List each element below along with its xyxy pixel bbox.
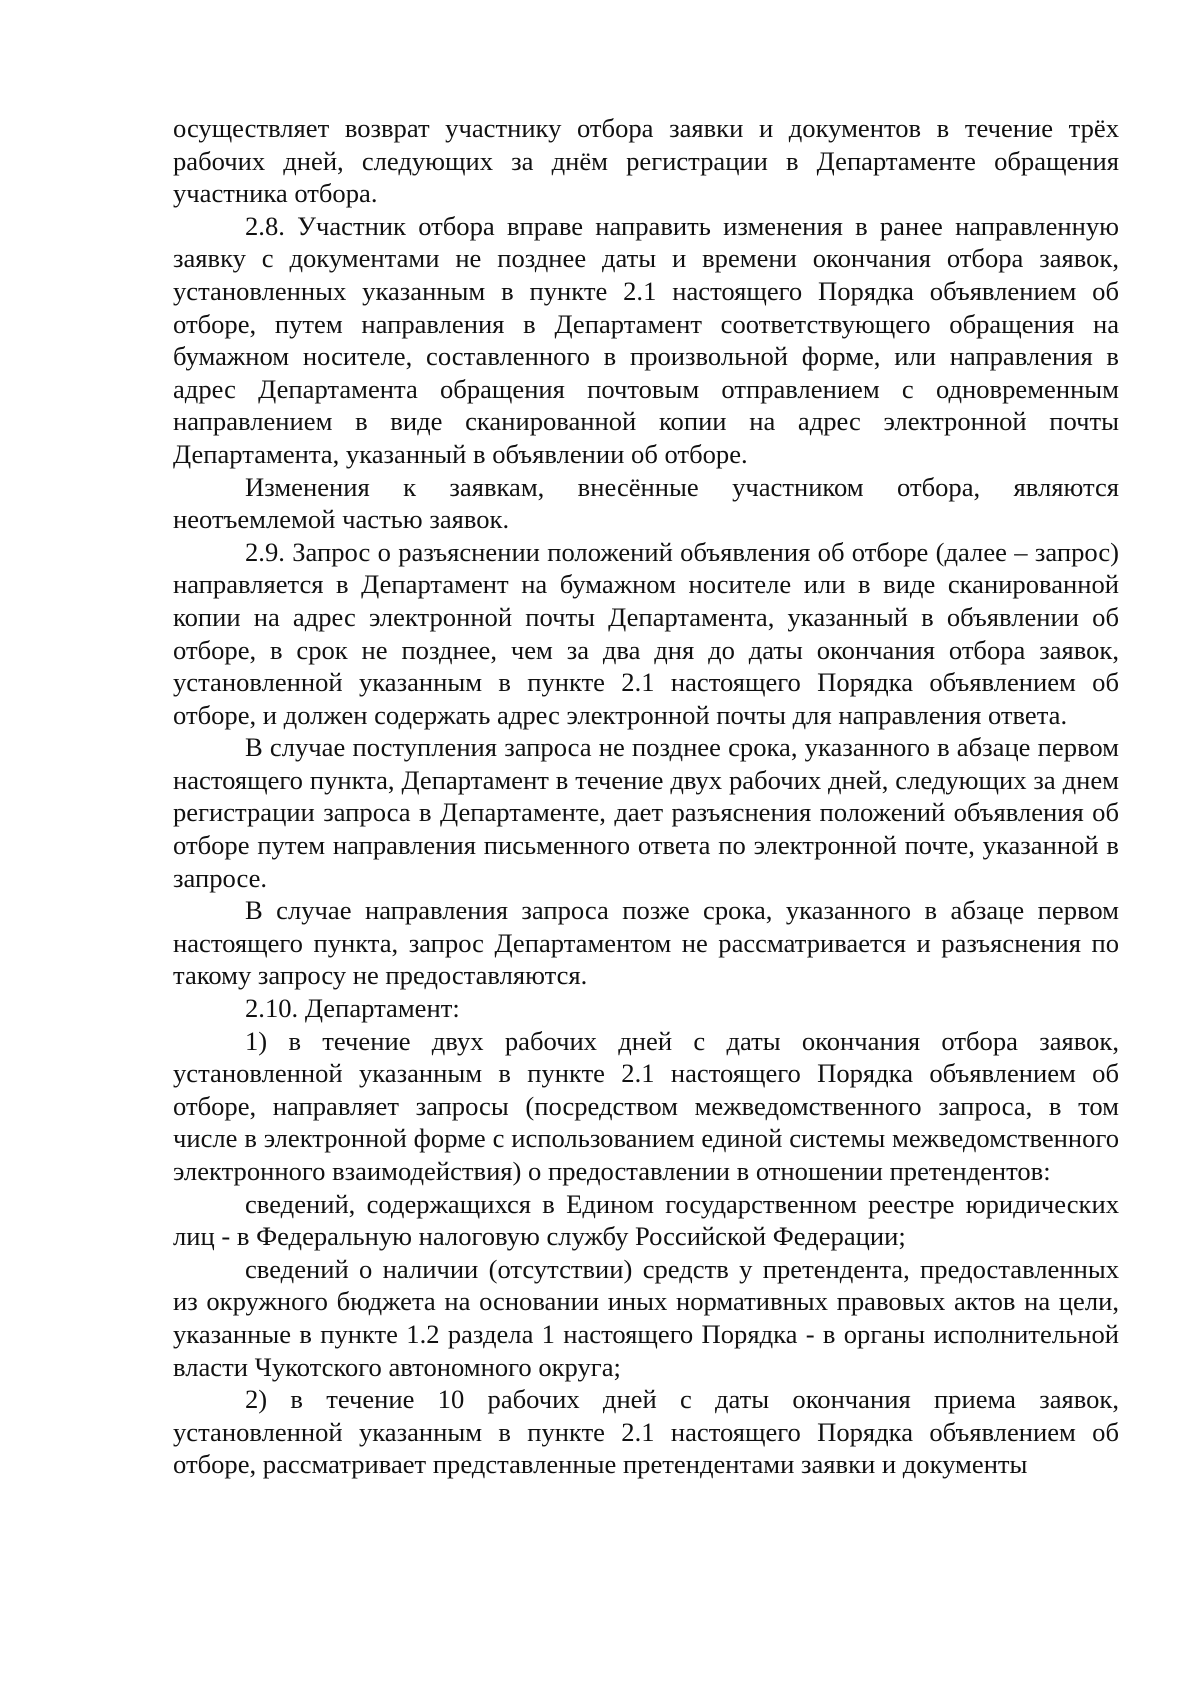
paragraph-2-9: 2.9. Запрос о разъяснении положений объявления об отборе (далее – запрос) направляется в Департамент на бумажном носителе или в виде сканированной копии на адрес электронной почты Департамента, указанный в объявлении об отборе, в срок не позднее, чем за два дня до даты окончания отбора заявок, установленной указанным в пункте 2.1 настоящего Порядка объявлением об отборе, и должен содержать адрес электронной почты для направления ответа. [173, 536, 1119, 730]
paragraph-continuation: осуществляет возврат участнику отбора заявки и документов в течение трёх рабочих дней, следующих за днём регистрации в Департаменте обращения участника отбора. [173, 113, 1119, 209]
document-body [173, 112, 1119, 1481]
paragraph-funds: сведений о наличии (отсутствии) средств у претендента, предоставленных из окружного бюджета на основании иных нормативных правовых актов на цели, указанные в пункте 1.2 раздела 1 настоящего Порядка - в органы исполнительной власти Чукотского автономного округа; [173, 1253, 1119, 1382]
paragraph-item-1: 1) в течение двух рабочих дней с даты окончания отбора заявок, установленной указанным в пункте 2.1 настоящего Порядка объявлением об отборе, направляет запросы (посредством межведомственного запроса, в том числе в электронной форме с использованием единой системы межведомственного электронного взаимодействия) о предоставлении в отношении претендентов: [173, 1025, 1119, 1186]
paragraph-2-10: 2.10. Департамент: [245, 993, 460, 1024]
paragraph-changes: Изменения к заявкам, внесённые участником отбора, являются неотъемлемой частью заявок. [173, 471, 1119, 535]
paragraph-2-8: 2.8. Участник отбора вправе направить изменения в ранее направленную заявку с документами не позднее даты и времени окончания отбора заявок, установленных указанным в пункте 2.1 настоящего Порядка объявлением об отборе, путем направления в Департамент соответствующего обращения на бумажном носителе, составленного в произвольной форме, или направления в адрес Департамента обращения почтовым отправлением с одновременным направлением в виде сканированной копии на адрес электронной почты Департамента, указанный в объявлении об отборе. [173, 210, 1119, 469]
paragraph-request-late: В случае направления запроса позже срока, указанного в абзаце первом настоящего пункта, запрос Департаментом не рассматривается и разъяснения по такому запросу не предоставляются. [173, 895, 1119, 991]
paragraph-request-in-time: В случае поступления запроса не позднее срока, указанного в абзаце первом настоящего пункта, Департамент в течение двух рабочих дней, следующих за днем регистрации запроса в Департаменте, дает разъяснения положений объявления об отборе путем направления письменного ответа по электронной почте, указанной в запросе. [173, 732, 1119, 893]
paragraph-egrul: сведений, содержащихся в Едином государственном реестре юридических лиц - в Федеральную налоговую службу Российской Федерации; [173, 1188, 1119, 1252]
paragraph-item-2: 2) в течение 10 рабочих дней с даты окончания приема заявок, установленной указанным в пункте 2.1 настоящего Порядка объявлением об отборе, рассматривает представленные претендентами заявки и документы [173, 1384, 1119, 1480]
